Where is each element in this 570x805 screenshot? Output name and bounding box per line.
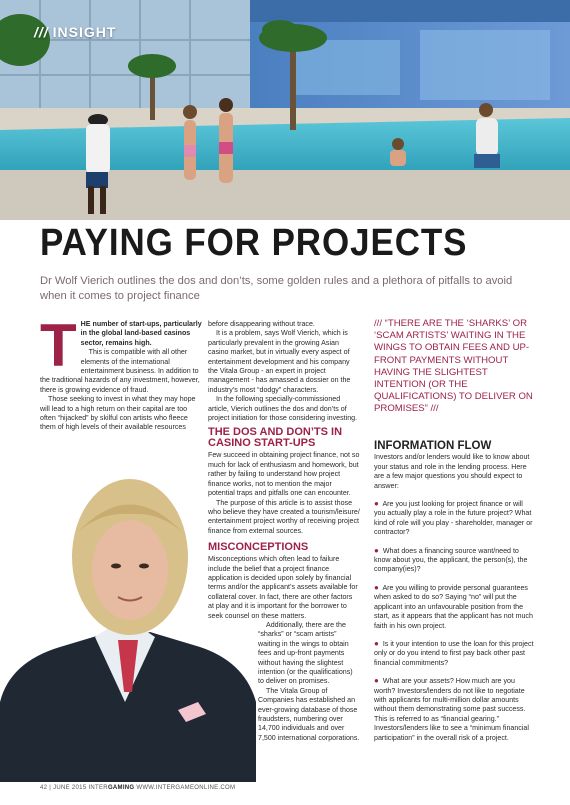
body-paragraph: The Vitala Group of Companies has established an ever-growing database of those fraudsters, numbering over 14,700 individuals and over 7,500 international corporations. bbox=[258, 686, 360, 742]
issue-date: JUNE 2015 bbox=[53, 785, 87, 791]
body-paragraph: In the following specially-commissioned article, Vierich outlines the dos and don’ts of project initiation for those considering investing. bbox=[208, 395, 358, 423]
page-number: 42 bbox=[40, 785, 48, 791]
author-portrait bbox=[0, 462, 256, 782]
bullet-text: Is it your intention to use the loan for this project only or do you intend to first pay back other past financial commitments? bbox=[374, 639, 534, 667]
section-tag bbox=[34, 24, 116, 40]
body-paragraph: Few succeed in obtaining project finance, not so much for lack of enthusiasm and homework, but rather by failing to understand how project finance works, not to mention the major potential traps and pitfalls one can encounter. bbox=[208, 451, 360, 498]
pull-quote-open: /// bbox=[374, 318, 382, 329]
bullet-item bbox=[374, 583, 534, 631]
bullet-text: Are you just looking for project finance or will you actually play a role in the future project? What kind of role will you play - shareholder, manager or contractor? bbox=[374, 500, 533, 537]
brand-part-a: INTER bbox=[88, 785, 108, 791]
pull-quote-text: “THERE ARE THE ‘SHARKS’ OR ‘SCAM ARTISTS’ WAITING IN THE WINGS TO OBTAIN FEES AND UP-FRONT PAYMENTS WITHOUT HAVING THE SLIGHTEST INTENTION (OR THE QUALIFICATIONS) TO DELIVER ON PROMISES” bbox=[374, 318, 533, 415]
bullet-icon: ● bbox=[374, 545, 379, 555]
column-3 bbox=[374, 442, 534, 751]
headline: PAYING FOR PROJECTS bbox=[40, 222, 468, 264]
body-paragraph: before disappearing without trace. bbox=[208, 320, 315, 328]
page-footer bbox=[40, 785, 235, 791]
body-paragraph: This is compatible with all other elements of the international entertainment business. In addition to the traditional hazards of any investment, however, there is growing evidence of fraud. bbox=[40, 348, 200, 394]
bullet-item bbox=[374, 546, 534, 575]
subhead-dos-and-donts: THE DOS AND DON’TS IN CASINO START-UPS bbox=[208, 426, 343, 450]
bullet-text: Are you willing to provide personal guarantees when asked to do so? Saying “no” will put the applicant into an unfavourable position from the start, as it appears that the applicant has not much faith in his own project. bbox=[374, 583, 533, 630]
body-paragraph: Investors and/or lenders would like to know about your status and role in the lending process. Here are a few major questions you should expect to answer: bbox=[374, 453, 530, 490]
drop-cap: T bbox=[40, 312, 77, 379]
bullet-item bbox=[374, 676, 534, 743]
body-paragraph: Misconceptions which often lead to failure include the belief that a project finance application is decided upon solely by financial terms and/or the applicant’s assets available for collateral cover. In fact, there are other factors at play and it is important for the borrower to seek counsel on these matters. bbox=[208, 555, 358, 620]
body-paragraph: It is a problem, says Wolf Vierich, which is particularly prevalent in the growing Asian casino market, but in virtually every aspect of entertainment development and his company the Vitala Group - an expert in project management - has amassed a dossier on the industry’s most “dodgy” characters. bbox=[208, 329, 351, 394]
column-1 bbox=[40, 312, 202, 433]
bullet-icon: ● bbox=[374, 582, 379, 592]
brand-part-b: GAMING bbox=[107, 785, 135, 791]
bullet-icon: ● bbox=[374, 676, 379, 686]
pull-quote bbox=[374, 318, 534, 416]
section-slashes: /// bbox=[34, 24, 49, 40]
bullet-icon: ● bbox=[374, 638, 379, 648]
footer-separator: | bbox=[49, 785, 52, 791]
body-paragraph: Those seeking to invest in what they may hope will lead to a high return on their capital are too often “hijacked” by skilful con artists who fleece them of high levels of their available resources bbox=[40, 395, 196, 432]
magazine-brand bbox=[88, 785, 134, 791]
bullet-text: What does a financing source want/need to know about you, the applicant, the person(s), the company(ies)? bbox=[374, 546, 528, 574]
bullet-text: What are your assets? How much are you worth? Investors/lenders do not like to negotiate with applicants for multi-million dollar amounts without them demonstrating some past success. This is referred to as “financial gearing.” Investors/lenders like to see a “minimum financial participation” in the overall risk of a project. bbox=[374, 677, 529, 742]
section-label: INSIGHT bbox=[52, 24, 117, 40]
portrait-illustration bbox=[0, 462, 256, 782]
bullet-item bbox=[374, 499, 534, 538]
lead-paragraph: HE number of start-ups, particularly in the global land-based casinos sector, remains high. bbox=[80, 320, 202, 347]
body-paragraph: The purpose of this article is to assist those who believe they have created a tourism/leisure/ entertainment project worthy of receiving project finance from external sources. bbox=[208, 498, 360, 535]
subhead-information-flow: INFORMATION FLOW bbox=[374, 440, 492, 452]
body-paragraph: Additionally, there are the “sharks” or “scam artists” waiting in the wings to obtain fees and up-front payments without having the slightest intention (or the qualifications) to deliver on promises. bbox=[258, 620, 353, 686]
website: WWW.INTERGAMEONLINE.COM bbox=[136, 785, 236, 791]
bullet-icon: ● bbox=[374, 499, 379, 509]
standfirst: Dr Wolf Vierich outlines the dos and don’ts, some golden rules and a plethora of pitfalls to avoid when it comes to project finance bbox=[40, 275, 513, 302]
subhead-misconceptions: MISCONCEPTIONS bbox=[208, 541, 309, 554]
bullet-item bbox=[374, 639, 534, 668]
pull-quote-close: /// bbox=[430, 403, 439, 415]
